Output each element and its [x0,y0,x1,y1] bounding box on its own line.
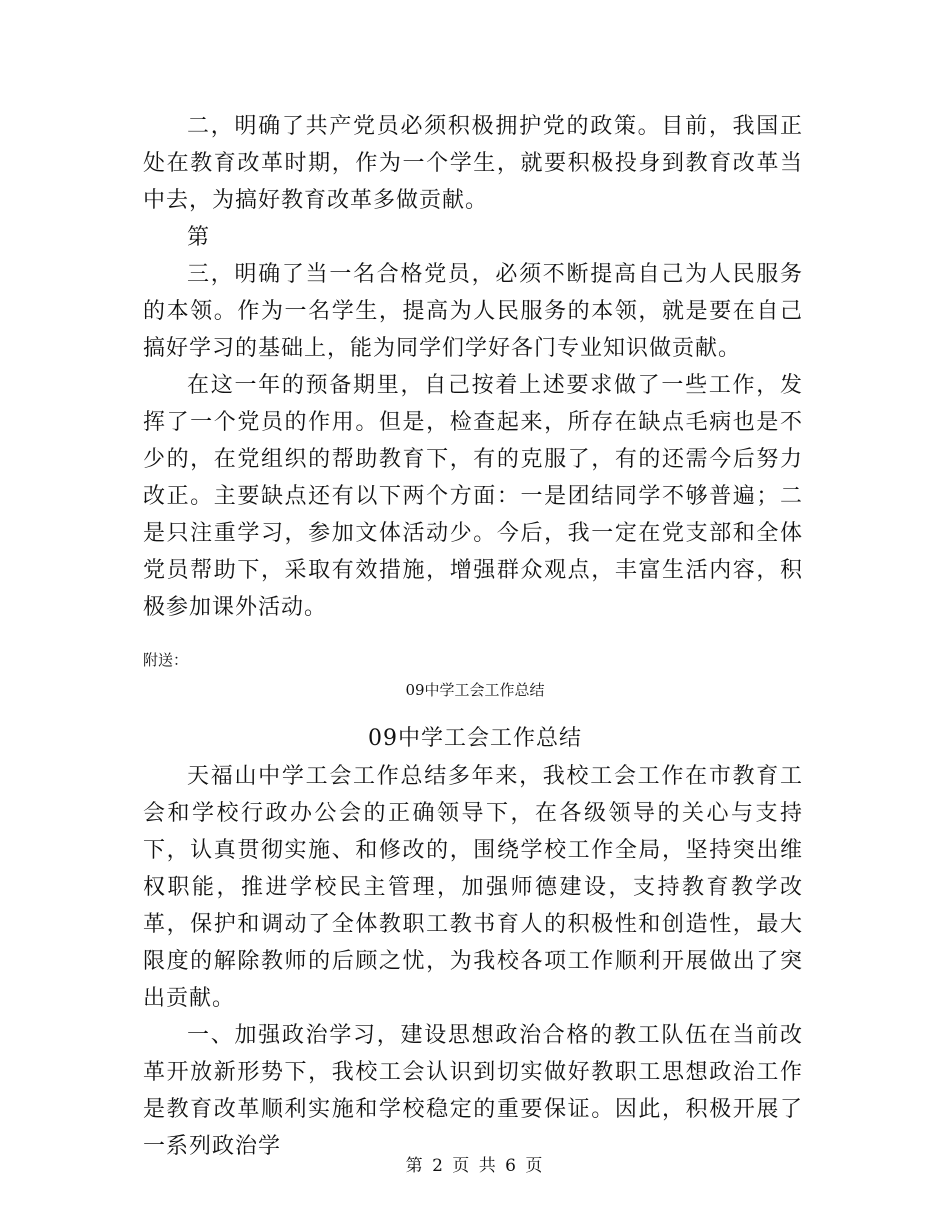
attachment-small-title: 09中学工会工作总结 [405,681,545,699]
paragraph: 在这一年的预备期里，自己按着上述要求做了一些工作，发挥了一个党员的作用。但是，检查起来，所存在缺点毛病也是不少的，在党组织的帮助教育下，有的克服了，有的还需今后努力改正。主要缺点还有以下两个方面：一是团结同学不够普遍；二是只注重学习，参加文体活动少。今后，我一定在党支部和全体党员帮助下，采取有效措施，增强群众观点，丰富生活内容，积极参加课外活动。 [143,373,803,620]
paragraph: 天福山中学工会工作总结多年来，我校工会工作在市教育工会和学校行政办公会的正确领导下，在各级领导的关心与支持下，认真贯彻实施、和修改的，围绕学校工作全局，坚持突出维权职能，推进学校民主管理，加强师德建设，支持教育教学改革，保护和调动了全体教职工教书育人的积极性和创造性，最大限度的解除教师的后顾之忧，为我校各项工作顺利开展做出了突出贡献。 [143,764,803,1011]
page-number: 第 2 页 共 6 页 [405,1156,545,1176]
attachment-label: 附送： [143,651,189,669]
paragraph: 第 [187,225,211,250]
body-text [143,108,803,626]
paragraph: 二，明确了共产党员必须积极拥护党的政策。目前，我国正处在教育改革时期，作为一个学生，就要积极投身到教育改革当中去，为搞好教育改革多做贡献。 [143,114,803,213]
attachment-title: 09中学工会工作总结 [368,726,582,751]
attachment-body-text [143,758,803,1165]
paragraph: 一、加强政治学习，建设思想政治合格的教工队伍在当前改革开放新形势下，我校工会认识到切实做好教职工思想政治工作是教育改革顺利实施和学校稳定的重要保证。因此，积极开展了一系列政治学 [143,1023,803,1159]
paragraph: 三，明确了当一名合格党员，必须不断提高自己为人民服务的本领。作为一名学生，提高为人民服务的本领，就是要在自己搞好学习的基础上，能为同学们学好各门专业知识做贡献。 [143,262,803,361]
